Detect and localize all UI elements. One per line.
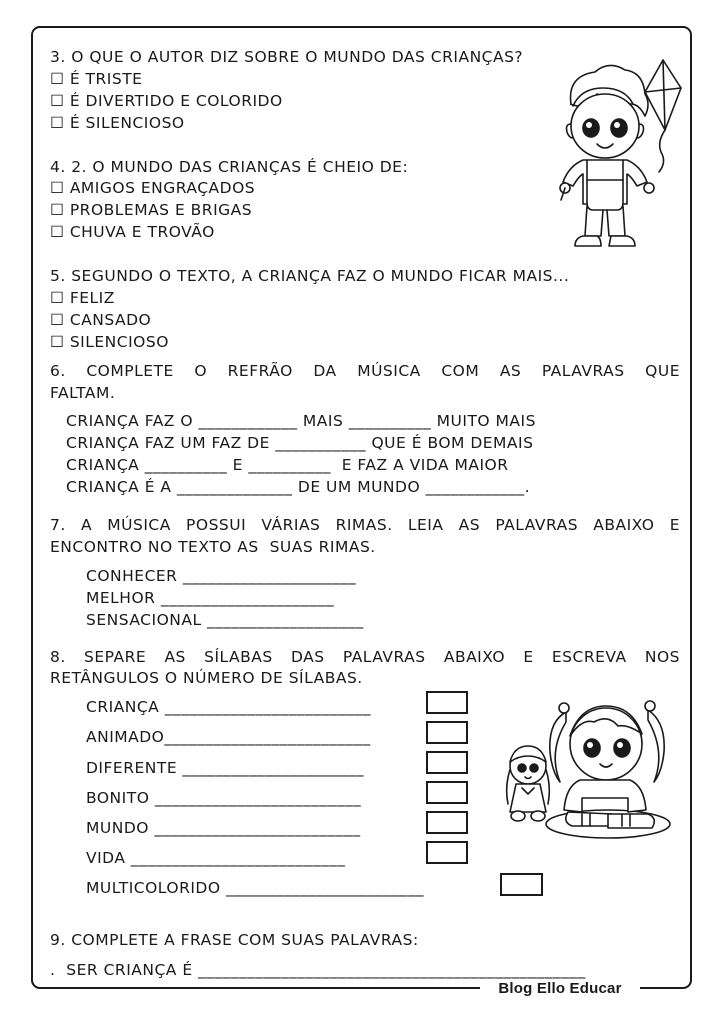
q5-option-3[interactable]: ☐ SILENCIOSO	[50, 333, 169, 351]
syllable-count-box-5[interactable]	[426, 811, 468, 834]
syllable-count-box-1[interactable]	[426, 691, 468, 714]
footer-brand: Blog Ello Educar	[480, 980, 640, 998]
q3-question: 3. O QUE O AUTOR DIZ SOBRE O MUNDO DAS CRIANÇAS?	[50, 48, 524, 66]
q8-word-5[interactable]: MUNDO _________________________	[86, 819, 361, 837]
q7-word-3[interactable]: SENSACIONAL ___________________	[86, 611, 364, 629]
syllable-count-box-2[interactable]	[426, 721, 468, 744]
q5-question: 5. SEGUNDO O TEXTO, A CRIANÇA FAZ O MUNDO FICAR MAIS...	[50, 267, 570, 285]
q8-word-3[interactable]: DIFERENTE ______________________	[86, 759, 365, 777]
boy-with-kite-illustration	[545, 56, 685, 262]
q6-question-line2: FALTAM.	[50, 384, 116, 402]
q3-option-2[interactable]: ☐ É DIVERTIDO E COLORIDO	[50, 92, 283, 110]
q8-word-2[interactable]: ANIMADO_________________________	[86, 728, 371, 746]
q4-option-2[interactable]: ☐ PROBLEMAS E BRIGAS	[50, 201, 253, 219]
q7-question-line2: ENCONTRO NO TEXTO AS SUAS RIMAS.	[50, 538, 376, 556]
q6-refrain-line-3[interactable]: CRIANÇA __________ E __________ E FAZ A VIDA MAIOR	[66, 456, 509, 474]
q8-word-7[interactable]: MULTICOLORIDO ________________________	[86, 879, 424, 897]
q6-refrain-line-1[interactable]: CRIANÇA FAZ O ____________ MAIS __________ MUITO MAIS	[66, 412, 536, 430]
syllable-count-box-3[interactable]	[426, 751, 468, 774]
q7-word-1[interactable]: CONHECER _____________________	[86, 567, 357, 585]
q9-answer-line[interactable]: . SER CRIANÇA É _______________________________________________	[50, 961, 586, 979]
syllable-count-box-6[interactable]	[426, 841, 468, 864]
syllable-count-box-7[interactable]	[500, 873, 543, 896]
q5-option-2[interactable]: ☐ CANSADO	[50, 311, 152, 329]
girl-with-doll-illustration	[498, 692, 680, 842]
syllable-count-box-4[interactable]	[426, 781, 468, 804]
q6-question-line1: 6. COMPLETE O REFRÃO DA MÚSICA COM AS PALAVRAS QUE	[50, 362, 680, 380]
q8-question-line2: RETÂNGULOS O NÚMERO DE SÍLABAS.	[50, 669, 363, 687]
q3-option-3[interactable]: ☐ É SILENCIOSO	[50, 114, 185, 132]
q4-option-3[interactable]: ☐ CHUVA E TROVÃO	[50, 223, 215, 241]
q8-word-6[interactable]: VIDA __________________________	[86, 849, 346, 867]
q8-word-4[interactable]: BONITO _________________________	[86, 789, 362, 807]
q4-question: 4. 2. O MUNDO DAS CRIANÇAS É CHEIO DE:	[50, 158, 409, 176]
q7-question-line1: 7. A MÚSICA POSSUI VÁRIAS RIMAS. LEIA AS PALAVRAS ABAIXO E	[50, 516, 680, 534]
q5-option-1[interactable]: ☐ FELIZ	[50, 289, 115, 307]
q8-question-line1: 8. SEPARE AS SÍLABAS DAS PALAVRAS ABAIXO E ESCREVA NOS	[50, 648, 680, 666]
q4-option-1[interactable]: ☐ AMIGOS ENGRAÇADOS	[50, 179, 256, 197]
q8-word-1[interactable]: CRIANÇA _________________________	[86, 698, 371, 716]
q6-refrain-line-4[interactable]: CRIANÇA É A ______________ DE UM MUNDO ____________.	[66, 478, 530, 496]
q3-option-1[interactable]: ☐ É TRISTE	[50, 70, 143, 88]
q9-question: 9. COMPLETE A FRASE COM SUAS PALAVRAS:	[50, 931, 419, 949]
q6-refrain-line-2[interactable]: CRIANÇA FAZ UM FAZ DE ___________ QUE É BOM DEMAIS	[66, 434, 534, 452]
q7-word-2[interactable]: MELHOR _____________________	[86, 589, 335, 607]
